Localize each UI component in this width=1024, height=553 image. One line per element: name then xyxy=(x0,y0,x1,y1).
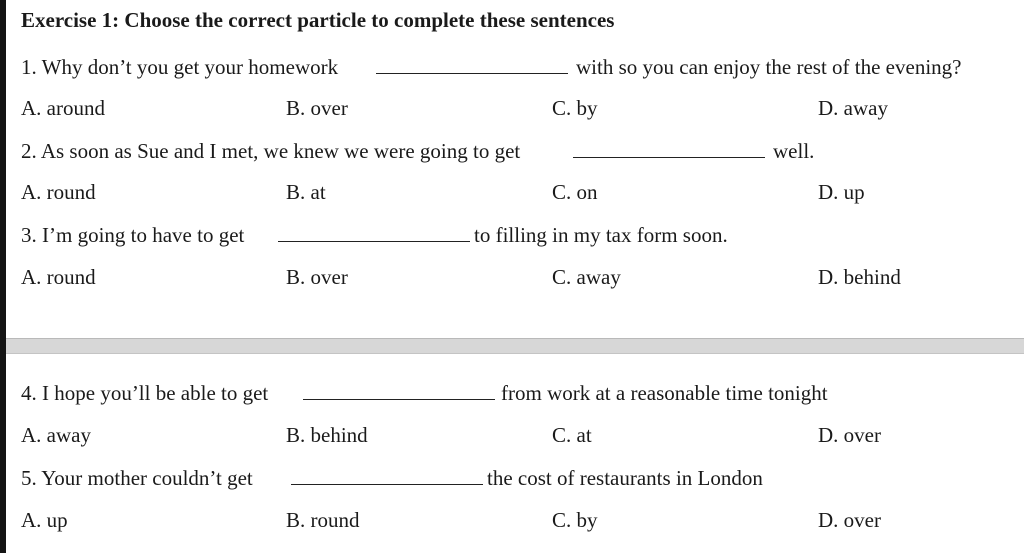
question-2-option-a[interactable]: A. round xyxy=(21,180,96,204)
question-5 xyxy=(21,464,1021,492)
question-2-text-before: 2. As soon as Sue and I met, we knew we were going to get xyxy=(21,139,521,163)
question-5-option-c[interactable]: C. by xyxy=(552,508,598,532)
worksheet-page-bottom xyxy=(6,354,1024,553)
exercise-title: Exercise 1: Choose the correct particle to complete these sentences xyxy=(21,8,615,32)
question-3-option-c[interactable]: C. away xyxy=(552,265,621,289)
question-1 xyxy=(21,53,1021,81)
question-4-text-before: 4. I hope you’ll be able to get xyxy=(21,381,269,405)
question-5-text-after: the cost of restaurants in London xyxy=(487,466,763,490)
question-1-text-after: with so you can enjoy the rest of the evening? xyxy=(576,55,962,79)
question-2-option-c[interactable]: C. on xyxy=(552,180,598,204)
question-5-blank xyxy=(291,484,483,485)
question-2 xyxy=(21,137,1021,165)
question-1-option-d[interactable]: D. away xyxy=(818,96,888,120)
question-1-blank xyxy=(376,73,568,74)
question-1-option-a[interactable]: A. around xyxy=(21,96,105,120)
question-3 xyxy=(21,221,1021,249)
question-5-option-d[interactable]: D. over xyxy=(818,508,881,532)
question-3-option-b[interactable]: B. over xyxy=(286,265,348,289)
question-4-option-a[interactable]: A. away xyxy=(21,423,91,447)
question-3-text-before: 3. I’m going to have to get xyxy=(21,223,245,247)
question-4-option-b[interactable]: B. behind xyxy=(286,423,368,447)
page-break-gap xyxy=(6,338,1024,354)
question-5-option-a[interactable]: A. up xyxy=(21,508,68,532)
question-4-blank xyxy=(303,399,495,400)
question-3-option-d[interactable]: D. behind xyxy=(818,265,901,289)
question-5-text-before: 5. Your mother couldn’t get xyxy=(21,466,253,490)
question-3-text-after: to filling in my tax form soon. xyxy=(474,223,728,247)
question-4 xyxy=(21,379,1021,407)
question-1-text-before: 1. Why don’t you get your homework xyxy=(21,55,339,79)
question-3-option-a[interactable]: A. round xyxy=(21,265,96,289)
question-4-option-d[interactable]: D. over xyxy=(818,423,881,447)
question-4-option-c[interactable]: C. at xyxy=(552,423,592,447)
question-5-option-b[interactable]: B. round xyxy=(286,508,360,532)
question-2-option-d[interactable]: D. up xyxy=(818,180,865,204)
question-4-text-after: from work at a reasonable time tonight xyxy=(501,381,828,405)
question-3-blank xyxy=(278,241,470,242)
question-1-option-c[interactable]: C. by xyxy=(552,96,598,120)
question-2-text-after: well. xyxy=(773,139,815,163)
worksheet-page-top xyxy=(6,0,1024,338)
question-2-blank xyxy=(573,157,765,158)
question-2-option-b[interactable]: B. at xyxy=(286,180,326,204)
question-1-option-b[interactable]: B. over xyxy=(286,96,348,120)
